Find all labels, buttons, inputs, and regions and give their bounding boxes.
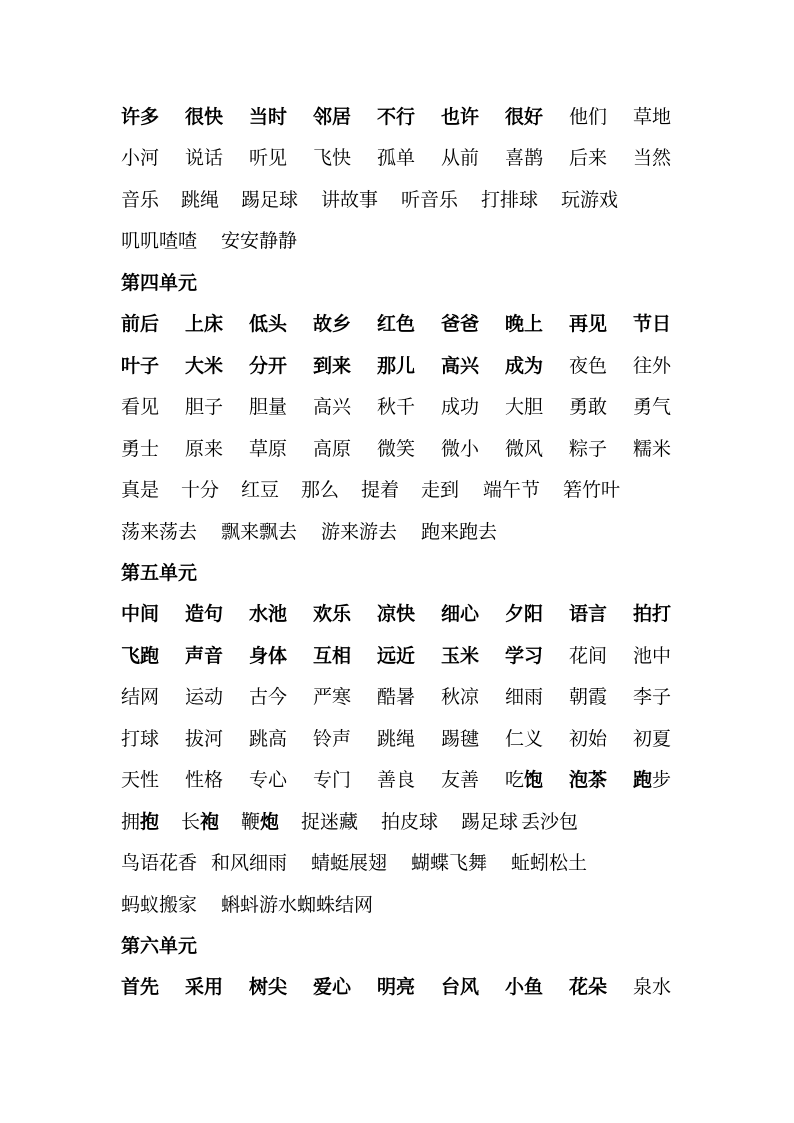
vocab-word: 夕阳 [505, 603, 544, 626]
vocab-word: 从前 [441, 147, 480, 170]
vocab-word: 打球 [121, 727, 160, 750]
vocab-word: 箬竹叶 [563, 479, 621, 502]
vocab-word: 当然 [633, 147, 672, 170]
vocab-word: 音乐 [121, 188, 160, 211]
vocab-word: 明亮 [377, 976, 416, 999]
vocab-word: 故乡 [313, 313, 352, 336]
vocab-word: 叶子 [121, 354, 160, 377]
vocab-word: 跑步 [633, 769, 672, 792]
vocab-word: 跳高 [249, 727, 288, 750]
vocab-word: 不行 [377, 106, 416, 128]
vocab-word: 后来 [569, 147, 608, 170]
vocab-word: 前后 [121, 313, 160, 336]
unit-heading [121, 558, 197, 588]
vocab-word: 跑来跑去 [421, 520, 498, 543]
vocab-word: 水池 [249, 603, 288, 626]
vocab-word: 细雨 [505, 686, 544, 709]
vocab-word: 高兴 [313, 396, 352, 419]
vocab-word: 秋凉 [441, 686, 480, 709]
vocab-word: 讲故事 [321, 188, 379, 211]
vocab-word: 邻居 [313, 106, 352, 128]
vocab-word: 看见 [121, 396, 160, 419]
vocab-word: 仁义 [505, 727, 544, 750]
vocab-word: 身体 [249, 644, 288, 667]
vocab-word: 鸟语花香 [121, 852, 198, 875]
vocab-word: 十分 [181, 479, 220, 502]
vocab-word: 细心 [441, 603, 480, 626]
vocab-word: 勇士 [121, 437, 160, 460]
vocab-word: 拔河 [185, 727, 224, 750]
vocab-word: 胆量 [249, 396, 288, 419]
vocab-word: 性格 [185, 769, 224, 792]
vocab-word: 大米 [185, 354, 224, 377]
vocab-word: 胆子 [185, 396, 224, 419]
vocab-word: 勇敢 [569, 396, 608, 419]
vocab-word: 丢沙包 [521, 810, 579, 833]
vocab-word: 走到 [421, 479, 460, 502]
vocab-word: 吃饱 [505, 769, 544, 792]
vocab-word: 提着 [361, 479, 400, 502]
vocab-word: 和风细雨 [211, 852, 288, 875]
vocab-word: 到来 [313, 354, 352, 377]
vocab-word: 飘来飘去 [221, 520, 298, 543]
vocab-word: 严寒 [313, 686, 352, 709]
vocab-word: 学习 [505, 644, 544, 667]
vocab-word: 玉米 [441, 644, 480, 667]
vocab-word: 泉水 [633, 976, 672, 999]
vocab-word: 跳绳 [181, 188, 220, 211]
vocab-word: 捉迷藏 [301, 810, 359, 833]
vocab-word: 那么 [301, 479, 340, 502]
vocab-word: 也许 [441, 106, 480, 128]
vocab-word: 天性 [121, 769, 160, 792]
vocab-word: 那儿 [377, 354, 416, 377]
vocab-word: 草原 [249, 437, 288, 460]
vocab-word: 说话 [185, 147, 224, 170]
unit-heading [121, 931, 197, 961]
vocab-word: 再见 [569, 313, 608, 336]
vocab-word: 上床 [185, 313, 224, 336]
vocab-word: 朝霞 [569, 686, 608, 709]
vocab-word: 酷暑 [377, 686, 416, 709]
unit-heading-text: 第四单元 [121, 271, 198, 294]
vocab-word: 爸爸 [441, 313, 480, 336]
vocab-word: 蝌蚪游水蜘蛛结网 [221, 893, 374, 916]
vocab-word: 真是 [121, 479, 160, 502]
vocab-word: 大胆 [505, 396, 544, 419]
vocab-word: 打排球 [481, 188, 539, 211]
vocab-word: 荡来荡去 [121, 520, 198, 543]
vocab-word: 往外 [633, 354, 672, 377]
vocab-word: 运动 [185, 686, 224, 709]
vocab-word: 红豆 [241, 479, 280, 502]
vocab-word: 专门 [313, 769, 352, 792]
unit-heading-text: 第六单元 [121, 935, 198, 957]
vocab-word: 造句 [185, 603, 224, 626]
vocab-word: 飞快 [313, 147, 352, 170]
vocab-word: 听音乐 [401, 188, 459, 211]
vocab-word: 高兴 [441, 354, 480, 377]
vocab-word: 池中 [633, 644, 672, 667]
vocab-word: 端午节 [483, 479, 541, 502]
vocab-word: 成功 [441, 396, 480, 419]
vocab-word: 夜色 [569, 354, 608, 377]
vocab-word: 善良 [377, 769, 416, 792]
vocab-word: 踢足球 [461, 810, 519, 833]
vocab-word: 叽叽喳喳 [121, 230, 198, 253]
vocab-word: 蚂蚁搬家 [121, 893, 198, 916]
vocab-word: 微小 [441, 437, 480, 460]
vocab-word: 李子 [633, 686, 672, 709]
vocab-word: 粽子 [569, 437, 608, 460]
vocab-word: 跳绳 [377, 727, 416, 750]
vocab-word: 秋千 [377, 396, 416, 419]
vocab-word: 结网 [121, 686, 160, 709]
vocab-word: 铃声 [313, 727, 352, 750]
vocab-word: 小鱼 [505, 976, 544, 999]
vocab-word: 采用 [185, 976, 224, 999]
vocab-word: 低头 [249, 313, 288, 336]
vocab-word: 红色 [377, 313, 416, 336]
vocab-word: 欢乐 [313, 603, 352, 626]
vocab-word: 拍打 [633, 603, 672, 626]
vocab-word: 专心 [249, 769, 288, 792]
vocab-word: 勇气 [633, 396, 672, 419]
vocab-word: 中间 [121, 603, 160, 626]
vocab-word: 节日 [633, 313, 672, 336]
vocab-word: 游来游去 [321, 520, 398, 543]
vocab-word: 糯米 [633, 437, 672, 460]
vocab-word: 花间 [569, 644, 608, 667]
vocab-word: 声音 [185, 644, 224, 667]
unit-heading [121, 268, 197, 298]
vocab-word: 拥抱 [121, 810, 160, 833]
vocab-word: 凉快 [377, 603, 416, 626]
vocab-word: 首先 [121, 976, 160, 999]
vocab-word: 初夏 [633, 727, 672, 750]
vocab-word: 草地 [633, 106, 672, 128]
vocab-word: 远近 [377, 644, 416, 667]
vocab-word: 蝴蝶飞舞 [411, 852, 488, 875]
vocab-word: 踢毽 [441, 727, 480, 750]
vocab-word: 树尖 [249, 976, 288, 999]
unit-heading-text: 第五单元 [121, 561, 198, 584]
vocab-word: 安安静静 [221, 230, 298, 253]
vocab-word: 晚上 [505, 313, 544, 336]
vocab-word: 微风 [505, 437, 544, 460]
vocab-word: 很好 [505, 106, 544, 128]
vocab-word: 花朵 [569, 976, 608, 999]
vocab-word: 飞跑 [121, 644, 160, 667]
vocab-word: 爱心 [313, 976, 352, 999]
vocab-word: 拍皮球 [381, 810, 439, 833]
vocab-word: 分开 [249, 354, 288, 377]
vocab-word: 很快 [185, 106, 224, 128]
vocab-word: 成为 [505, 354, 544, 377]
vocab-word: 许多 [121, 106, 160, 128]
vocab-word: 孤单 [377, 147, 416, 170]
vocab-word: 长袍 [181, 810, 220, 833]
vocab-word: 友善 [441, 769, 480, 792]
vocab-word: 蚯蚓松土 [511, 852, 588, 875]
vocab-word: 当时 [249, 106, 288, 128]
vocab-word: 初始 [569, 727, 608, 750]
vocab-word: 互相 [313, 644, 352, 667]
vocab-word: 微笑 [377, 437, 416, 460]
vocab-word: 台风 [441, 976, 480, 999]
vocab-word: 鞭炮 [241, 810, 280, 833]
vocab-word: 高原 [313, 437, 352, 460]
vocab-word: 原来 [185, 437, 224, 460]
vocab-word: 踢足球 [241, 188, 299, 211]
vocab-word: 他们 [569, 106, 608, 128]
vocab-word: 语言 [569, 603, 608, 626]
vocab-word: 喜鹊 [505, 147, 544, 170]
vocab-word: 听见 [249, 147, 288, 170]
vocab-word: 小河 [121, 147, 160, 170]
vocab-word: 泡茶 [569, 769, 608, 792]
vocab-word: 玩游戏 [561, 188, 619, 211]
vocab-word: 古今 [249, 686, 288, 709]
vocab-word: 蜻蜓展翅 [311, 852, 388, 875]
